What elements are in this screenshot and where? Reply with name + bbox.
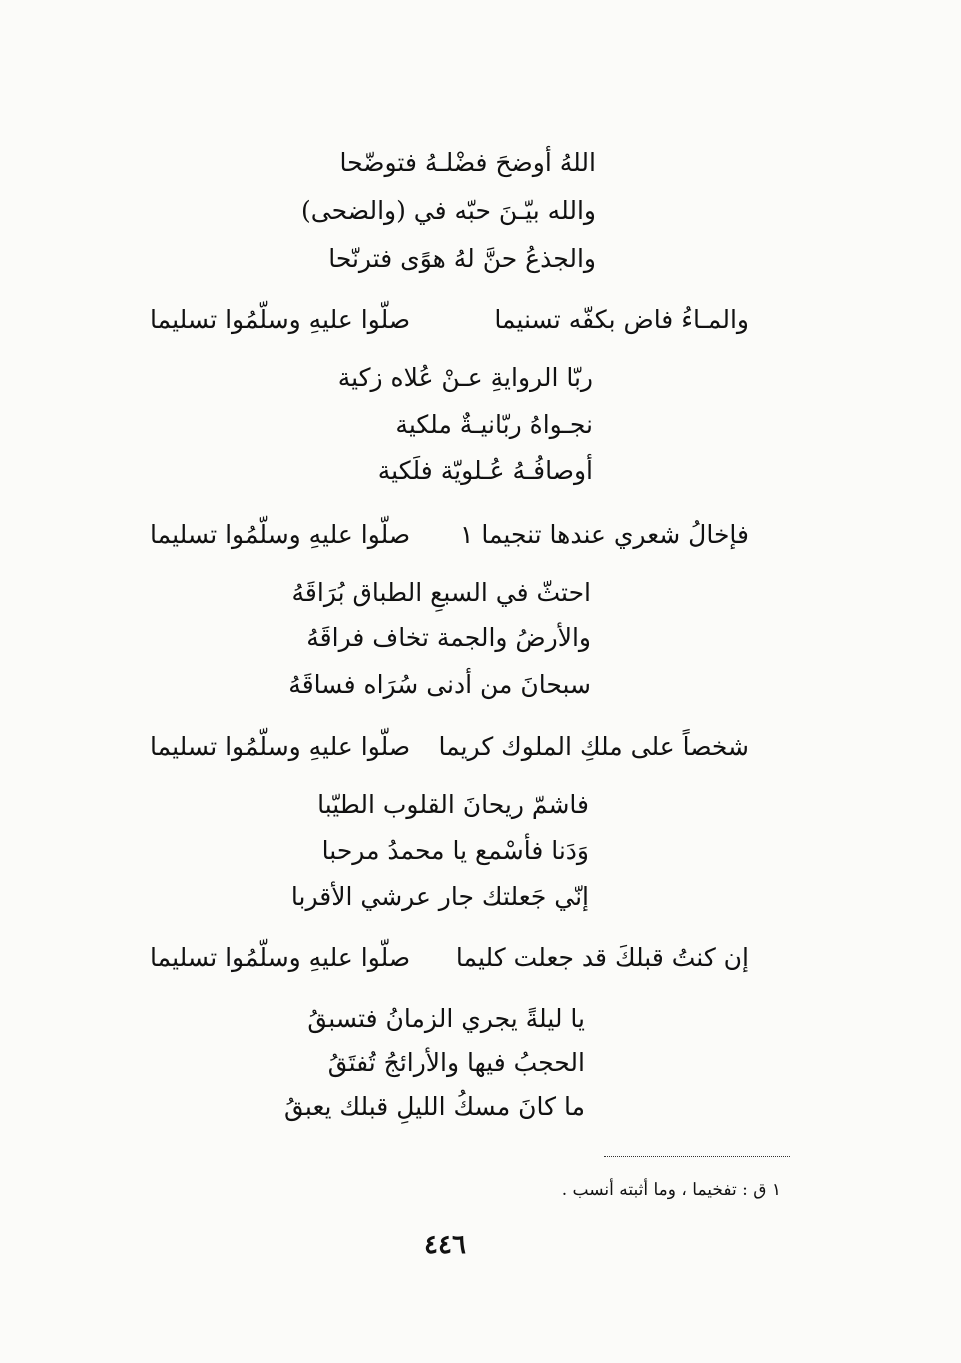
verse-line: احتثّ في السبعِ الطباق بُرَاقَهُ (291, 578, 591, 607)
verse-line: أوصافُـهُ عُـلويّة فلَكية (377, 456, 593, 485)
verse-line: سبحانَ من أدنى سُرَاه فساقَهُ (288, 670, 591, 699)
verse-line: ما كانَ مسكُ الليلِ قبلك يعبقُ (284, 1092, 585, 1121)
verse-line: والأرضُ والجمة تخاف فراقَهُ (306, 623, 591, 652)
verse-line: والجذعُ حنَّ لهُ هوًى فترنّحا (328, 244, 596, 273)
verse-line: يا ليلةً يجري الزمانُ فتسبقُ (307, 1004, 585, 1033)
refrain-first-half: شخصاً على ملكِ الملوك كريما (438, 732, 749, 761)
refrain-second-half: صلّوا عليهِ وسلّمُوا تسليما (150, 520, 411, 549)
page-number: ٤٤٦ (424, 1230, 466, 1260)
verse-line: والله بيّـنَ حبّه في (والضحى) (301, 196, 596, 225)
refrain-first-half: فإخالُ شعري عندها تنجيما ١ (459, 520, 749, 549)
refrain-line (150, 300, 749, 340)
verse-line: نجـواهُ ربّانيـةٌ ملكية (395, 410, 593, 439)
refrain-first-half: والمـاءُ فاض بكفّه تسنيما (494, 305, 749, 334)
verse-line: الحجبُ فيها والأرائجُ تُفتَقُ (327, 1048, 585, 1077)
verse-line: ربّا الروايةِ عـنْ عُلاه زكية (337, 363, 593, 392)
refrain-line (150, 727, 749, 767)
refrain-first-half: إن كنتُ قبلكَ قد جعلت كليما (455, 943, 749, 972)
footnote-divider (604, 1156, 790, 1157)
verse-line: اللهُ أوضحَ فضْلـهُ فتوضّحا (339, 148, 596, 177)
refrain-second-half: صلّوا عليهِ وسلّمُوا تسليما (150, 305, 411, 334)
verse-line: إنّي جَعلتك جار عرشي الأقربا (290, 882, 589, 911)
verse-line: وَدَنا فأسْمع يا محمدُ مرحبا (321, 836, 589, 865)
refrain-second-half: صلّوا عليهِ وسلّمُوا تسليما (150, 943, 411, 972)
footnote: ١ ق : تفخيما ، وما أثبته أنسب . (561, 1180, 781, 1200)
verse-line: فاشمّ ريحانَ القلوب الطيّبا (317, 790, 589, 819)
refrain-line (150, 515, 749, 555)
refrain-line (150, 938, 749, 978)
refrain-second-half: صلّوا عليهِ وسلّمُوا تسليما (150, 732, 411, 761)
